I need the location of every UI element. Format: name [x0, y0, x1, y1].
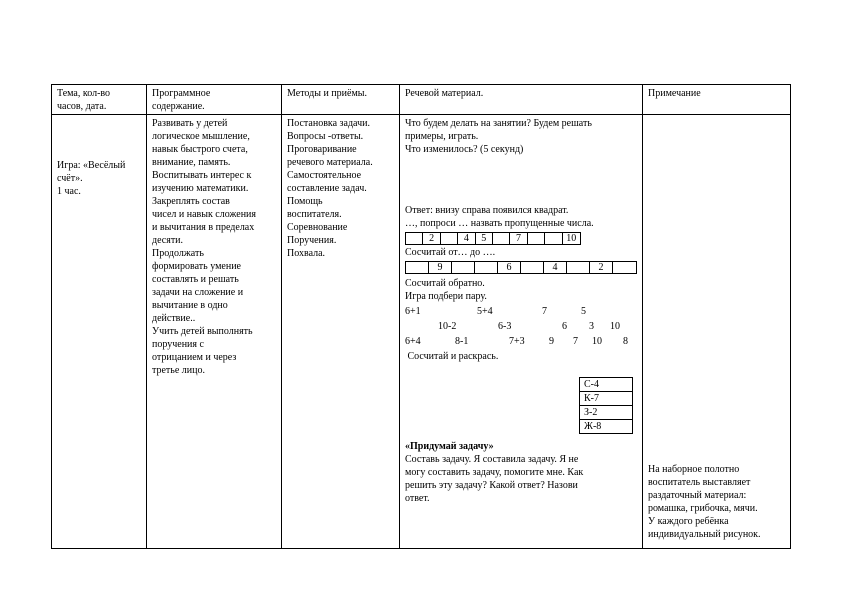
sequence-box: 5 — [476, 233, 493, 244]
text-line: Похвала. — [287, 248, 326, 259]
example: 6-3 — [498, 321, 512, 332]
number-sequence-1 — [405, 232, 581, 245]
sequence-box — [475, 262, 498, 273]
speech-answer: Ответ: внизу справа появился квадрат. …, попроси … назвать пропущенные числа. — [405, 205, 594, 229]
text-line: логическое мышление, — [152, 131, 250, 142]
color-code: К-7 — [580, 392, 633, 406]
sequence-box — [613, 262, 636, 273]
sequence-box: 4 — [458, 233, 475, 244]
text-line: воспитателя. — [287, 209, 342, 220]
example: 10-2 — [438, 321, 457, 332]
count-line: Сосчитай от… до …. — [405, 247, 496, 258]
header-program: Программное содержание. — [152, 88, 211, 112]
program-cell — [152, 117, 256, 377]
color-code: С-4 — [580, 378, 633, 392]
answer-number: 9 — [549, 336, 554, 347]
text-line: Развивать у детей — [152, 118, 228, 129]
sequence-box: 7 — [510, 233, 527, 244]
answer-number: 8 — [623, 336, 628, 347]
sequence-box — [521, 262, 544, 273]
text-line: Помощь — [287, 196, 323, 207]
note-cell — [648, 463, 761, 541]
answer-number: 3 — [589, 321, 594, 332]
number-sequence-2 — [405, 261, 637, 274]
sequence-box — [528, 233, 545, 244]
text-line: Поручения. — [287, 235, 337, 246]
text-line: составление задач. — [287, 183, 367, 194]
sequence-box — [493, 233, 510, 244]
sequence-box — [452, 262, 475, 273]
task-block: «Придумай задачу» Составь задачу. Я составила задачу. Я не могу составить задачу, помогите мне. Как решить эту задачу? Какой ответ? Назови ответ. — [405, 441, 584, 504]
sequence-box — [406, 262, 429, 273]
answer-number: 6 — [562, 321, 567, 332]
answer-number: 10 — [610, 321, 620, 332]
sequence-box: 10 — [566, 233, 577, 244]
text-line: воспитатель выставляет — [648, 477, 751, 488]
sequence-box: 2 — [590, 262, 613, 273]
example: 7+3 — [509, 336, 525, 347]
text-line: Соревнование — [287, 222, 348, 233]
sequence-box: 4 — [544, 262, 567, 273]
text-line: вычитание в одно — [152, 300, 228, 311]
header-speech: Речевой материал. — [405, 88, 484, 99]
text-line: раздаточный материал: — [648, 490, 747, 501]
column-divider — [642, 84, 643, 549]
text-line: действие.. — [152, 313, 196, 324]
sequence-box — [441, 233, 458, 244]
text-line: отрицанием и через — [152, 352, 237, 363]
text-line: Учить детей выполнять — [152, 326, 253, 337]
example: 8-1 — [455, 336, 469, 347]
text-line: внимание, память. — [152, 157, 231, 168]
example: 5+4 — [477, 306, 493, 317]
text-line: Вопросы -ответы. — [287, 131, 364, 142]
color-code: З-2 — [580, 406, 633, 420]
text-line: навык быстрого счета, — [152, 144, 248, 155]
text-line: и вычитания в пределах — [152, 222, 255, 233]
example: 6+4 — [405, 336, 421, 347]
count-back: Сосчитай обратно. Игра подбери пару. — [405, 278, 487, 302]
column-divider — [146, 84, 147, 549]
text-line: У каждого ребёнка — [648, 516, 729, 527]
text-line: чисел и навык сложения — [152, 209, 257, 220]
task-title: «Придумай задачу» — [405, 441, 494, 452]
text-line: речевого материала. — [287, 157, 373, 168]
text-line: Постановка задачи. — [287, 118, 370, 129]
text-line: десяти. — [152, 235, 184, 246]
text-line: Продолжать — [152, 248, 204, 259]
header-topic: Тема, кол-во часов, дата. — [57, 88, 111, 112]
text-line: третье лицо. — [152, 365, 205, 376]
color-task: Сосчитай и раскрась. — [405, 351, 499, 362]
text-line: поручения с — [152, 339, 204, 350]
color-code: Ж-8 — [580, 420, 633, 434]
methods-cell — [287, 117, 373, 260]
sequence-box — [406, 233, 423, 244]
answer-number: 10 — [592, 336, 602, 347]
text-line: индивидуальный рисунок. — [648, 529, 761, 540]
header-note: Примечание — [648, 88, 701, 99]
sequence-box: 2 — [423, 233, 440, 244]
text-line: Закреплять состав — [152, 196, 230, 207]
text-line: изучению математики. — [152, 183, 249, 194]
header-methods: Методы и приёмы. — [287, 88, 367, 99]
column-divider — [399, 84, 400, 549]
text-line: На наборное полотно — [648, 464, 740, 475]
sequence-box: 9 — [429, 262, 452, 273]
speech-intro: Что будем делать на занятии? Будем решать примеры, играть. Что изменилось? (5 секунд) — [405, 118, 592, 155]
sequence-box — [545, 233, 562, 244]
text-line: задачи на сложение и — [152, 287, 244, 298]
answer-number: 5 — [581, 306, 586, 317]
topic-cell: Игра: «Весёлый счёт». 1 час. — [57, 160, 126, 197]
answer-number: 7 — [573, 336, 578, 347]
sequence-box — [567, 262, 590, 273]
text-line: составлять и решать — [152, 274, 239, 285]
text-line: формировать умение — [152, 261, 241, 272]
column-divider — [281, 84, 282, 549]
sequence-box: 6 — [498, 262, 521, 273]
answer-number: 7 — [542, 306, 547, 317]
text-line: Самостоятельное — [287, 170, 362, 181]
text-line: Проговаривание — [287, 144, 357, 155]
color-code-table — [579, 377, 633, 434]
text-line: ромашка, грибочка, мячи. — [648, 503, 758, 514]
text-line: Воспитывать интерес к — [152, 170, 252, 181]
example: 6+1 — [405, 306, 421, 317]
header-divider — [51, 114, 791, 115]
